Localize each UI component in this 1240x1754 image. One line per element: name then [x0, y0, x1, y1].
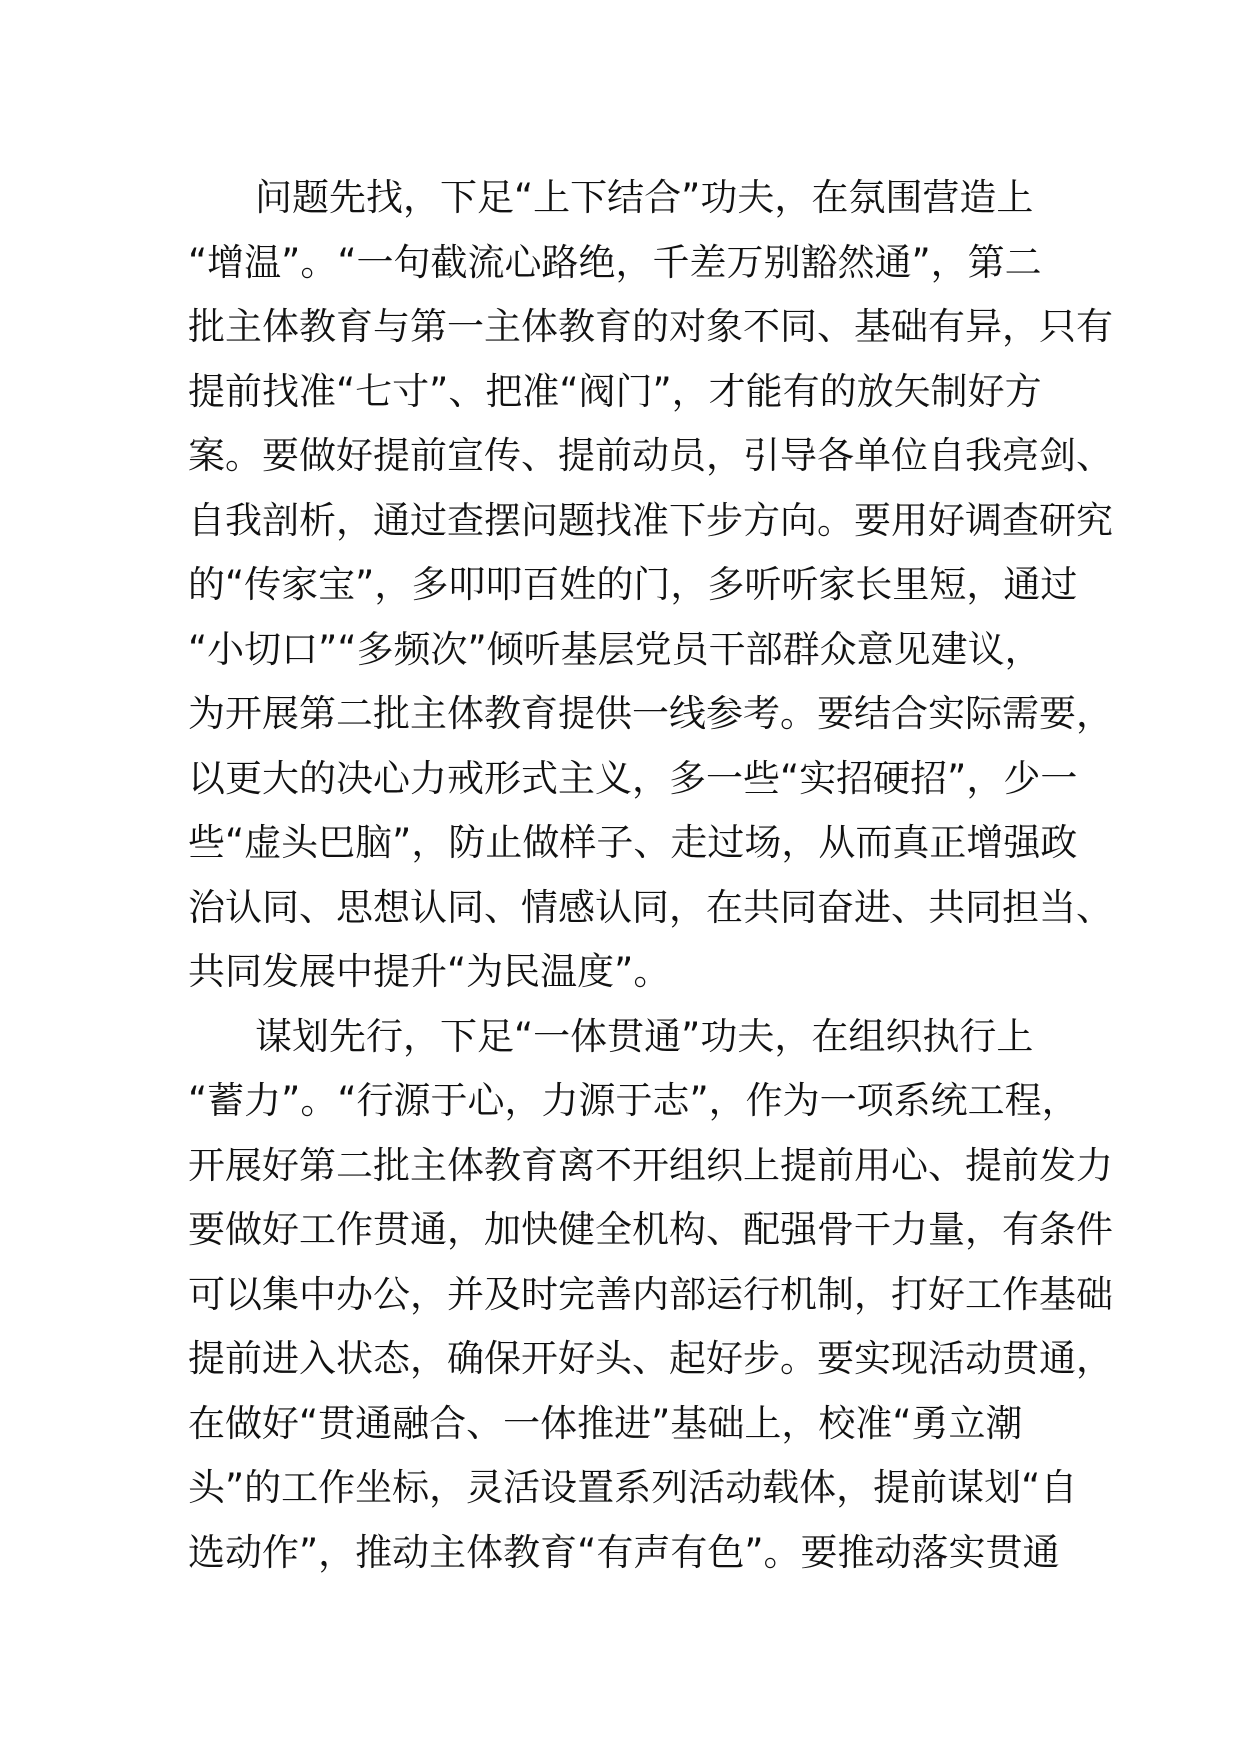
paragraph-2-line-7: 在做好“贯通融合、一体推进”基础上，校准“勇立潮 — [188, 1401, 1023, 1445]
paragraph-1-line-4: 提前找准“七寸”、把准“阀门”，才能有的放矢制好方 — [188, 369, 1042, 413]
paragraph-2-line-2: “蓄力”。“行源于心，力源于志”，作为一项系统工程， — [188, 1079, 1079, 1122]
paragraph-2-line-3: 开展好第二批主体教育离不开组织上提前用心、提前发力 — [188, 1143, 1113, 1187]
paragraph-2-line-9: 选动作”，推动主体教育“有声有色”。要推动落实贯通 — [188, 1530, 1060, 1574]
paragraph-1-line-11: 些“虚头巴脑”，防止做样子、走过场，从而真正增强政 — [188, 821, 1078, 864]
paragraph-1-line-10: 以更大的决心力戒形式主义，多一些“实招硬招”，少一 — [188, 756, 1078, 800]
paragraph-1-line-5: 案。要做好提前宣传、提前动员，引导各单位自我亮剑、 — [188, 434, 1113, 477]
paragraph-1-line-1: 问题先找，下足“上下结合”功夫，在氛围营造上 — [255, 176, 1034, 219]
paragraph-1-line-9: 为开展第二批主体教育提供一线参考。要结合实际需要， — [188, 692, 1113, 735]
paragraph-2-line-8: 头”的工作坐标，灵活设置系列活动载体，提前谋划“自 — [188, 1466, 1078, 1509]
paragraph-2-line-5: 可以集中办公，并及时完善内部运行机制，打好工作基础 — [188, 1272, 1113, 1316]
paragraph-2-line-4: 要做好工作贯通，加快健全机构、配强骨干力量，有条件 — [188, 1208, 1113, 1251]
paragraph-2-line-6: 提前进入状态，确保开好头、起好步。要实现活动贯通， — [188, 1337, 1113, 1380]
paragraph-1-line-12: 治认同、思想认同、情感认同，在共同奋进、共同担当、 — [188, 885, 1113, 929]
paragraph-1-line-3: 批主体教育与第一主体教育的对象不同、基础有异，只有 — [188, 305, 1113, 348]
paragraph-1-line-2: “增温”。“一句截流心路绝，千差万别豁然通”，第二 — [188, 240, 1042, 284]
paragraph-1-line-8: “小切口”“多频次”倾听基层党员干部群众意见建议， — [188, 627, 1042, 671]
paragraph-2-line-1: 谋划先行，下足“一体贯通”功夫，在组织执行上 — [255, 1014, 1034, 1058]
paragraph-1-line-7: 的“传家宝”，多叩叩百姓的门，多听听家长里短，通过 — [188, 563, 1078, 606]
paragraph-1-line-13: 共同发展中提升“为民温度”。 — [188, 950, 671, 993]
paragraph-1-line-6: 自我剖析，通过查摆问题找准下步方向。要用好调查研究 — [188, 498, 1113, 542]
